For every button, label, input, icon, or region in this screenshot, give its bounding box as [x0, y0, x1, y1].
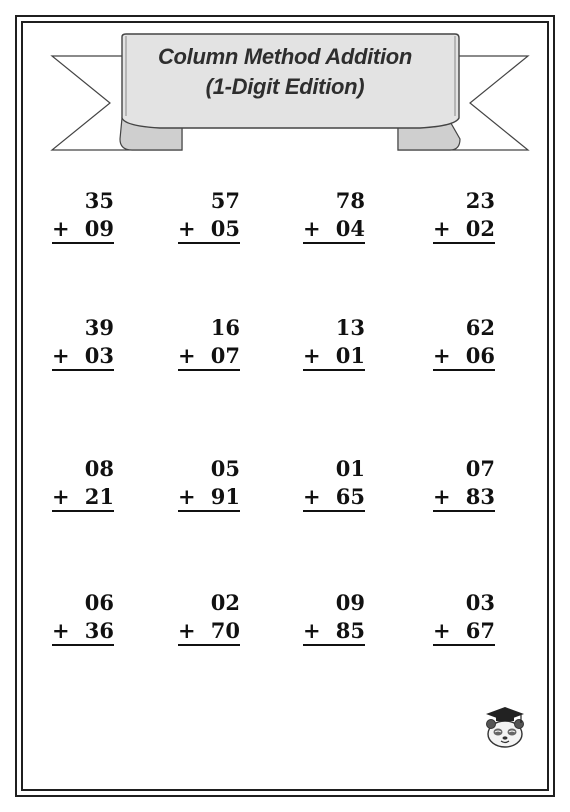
plus-sign: +	[433, 216, 451, 241]
addend-bottom-row	[303, 342, 365, 371]
addend-bottom-row	[433, 483, 495, 512]
addend-bottom: 06	[465, 343, 495, 368]
addition-problem	[52, 454, 114, 512]
addend-bottom: 07	[210, 343, 240, 368]
addend-top: 23	[465, 188, 495, 213]
addend-top: 39	[84, 315, 114, 340]
addend-bottom-row	[178, 342, 240, 371]
addition-problem	[178, 454, 240, 512]
addend-top: 05	[210, 456, 240, 481]
addend-bottom-row	[303, 215, 365, 244]
addend-bottom: 21	[84, 484, 114, 509]
addend-bottom: 91	[210, 484, 240, 509]
plus-sign: +	[52, 484, 70, 509]
addend-top: 78	[335, 188, 365, 213]
addend-top: 09	[335, 590, 365, 615]
addend-bottom: 01	[335, 343, 365, 368]
addition-problem	[303, 588, 365, 646]
addend-top: 07	[465, 456, 495, 481]
addition-problem	[178, 186, 240, 244]
addend-bottom: 67	[465, 618, 495, 643]
addition-problem	[178, 588, 240, 646]
addition-problem	[433, 588, 495, 646]
addition-problem	[52, 186, 114, 244]
addend-top: 02	[210, 590, 240, 615]
addend-bottom-row	[52, 483, 114, 512]
addition-problem	[433, 454, 495, 512]
plus-sign: +	[178, 343, 196, 368]
addend-bottom-row	[52, 215, 114, 244]
addend-bottom-row	[433, 342, 495, 371]
addend-bottom: 05	[210, 216, 240, 241]
addend-bottom-row	[433, 215, 495, 244]
addend-top: 35	[84, 188, 114, 213]
addition-problem	[303, 186, 365, 244]
worksheet-title: Column Method Addition	[157, 44, 413, 69]
plus-sign: +	[178, 484, 196, 509]
addend-bottom: 02	[465, 216, 495, 241]
plus-sign: +	[433, 618, 451, 643]
addend-top: 57	[210, 188, 240, 213]
plus-sign: +	[303, 216, 321, 241]
plus-sign: +	[52, 216, 70, 241]
addend-bottom-row	[303, 617, 365, 646]
addition-problem	[433, 186, 495, 244]
addend-bottom-row	[303, 483, 365, 512]
addend-bottom: 09	[84, 216, 114, 241]
plus-sign: +	[178, 216, 196, 241]
plus-sign: +	[52, 618, 70, 643]
plus-sign: +	[178, 618, 196, 643]
addend-top: 62	[465, 315, 495, 340]
addend-bottom-row	[178, 483, 240, 512]
addend-bottom: 65	[335, 484, 365, 509]
addition-problem	[52, 588, 114, 646]
addend-top: 13	[335, 315, 365, 340]
addend-top: 08	[84, 456, 114, 481]
addend-bottom: 85	[335, 618, 365, 643]
panda-graduate-icon	[483, 703, 527, 749]
addend-bottom: 03	[84, 343, 114, 368]
addend-bottom: 70	[210, 618, 240, 643]
addend-bottom: 04	[335, 216, 365, 241]
addend-top: 06	[84, 590, 114, 615]
addend-top: 01	[335, 456, 365, 481]
addition-problem	[178, 313, 240, 371]
addition-problem	[433, 313, 495, 371]
addition-problem	[303, 313, 365, 371]
addend-bottom-row	[178, 215, 240, 244]
addend-bottom: 83	[465, 484, 495, 509]
addend-bottom-row	[433, 617, 495, 646]
plus-sign: +	[303, 343, 321, 368]
addition-problem	[303, 454, 365, 512]
plus-sign: +	[303, 618, 321, 643]
addend-bottom: 36	[84, 618, 114, 643]
addend-top: 16	[210, 315, 240, 340]
addend-bottom-row	[178, 617, 240, 646]
plus-sign: +	[303, 484, 321, 509]
addition-problem	[52, 313, 114, 371]
addend-top: 03	[465, 590, 495, 615]
addend-bottom-row	[52, 342, 114, 371]
plus-sign: +	[433, 343, 451, 368]
plus-sign: +	[52, 343, 70, 368]
addend-bottom-row	[52, 617, 114, 646]
worksheet-subtitle: (1-Digit Edition)	[205, 74, 365, 99]
plus-sign: +	[433, 484, 451, 509]
